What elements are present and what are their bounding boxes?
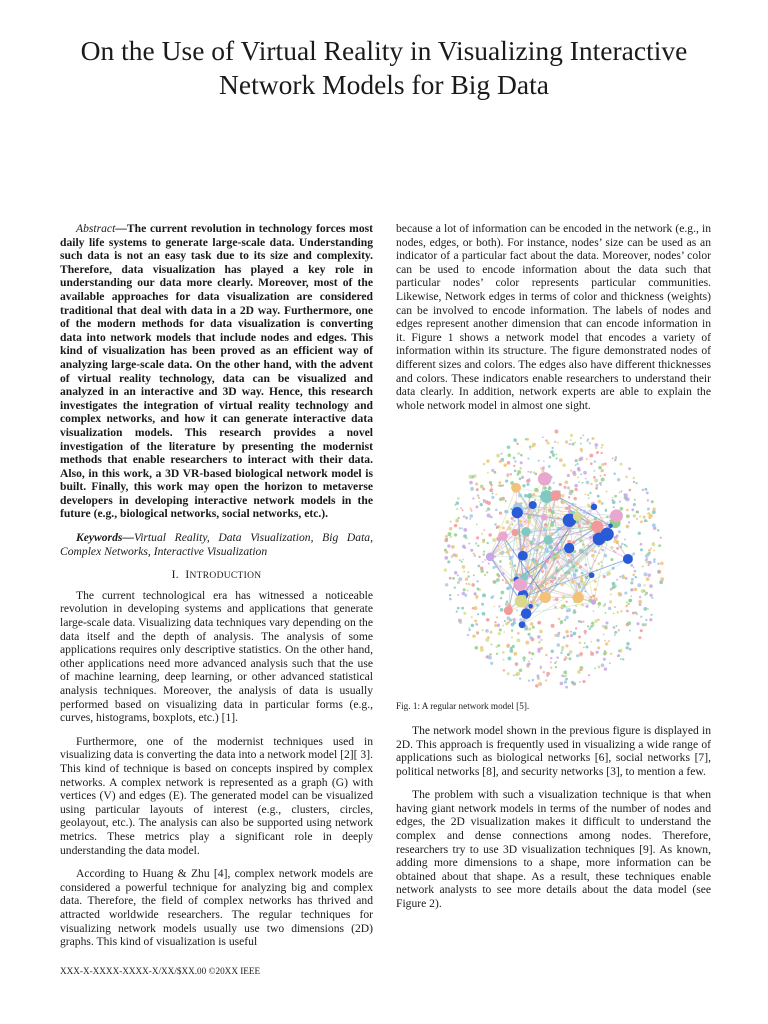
left-column — [60, 222, 373, 949]
intro-paragraph-2: Furthermore, one of the modernist techniques used in visualizing data is converting the data into a network model [2][ 3]. This kind of technique is based on concepts inspired by complex networks. A complex network is represented as a graph (G) with vertices (V) and edges (E). The generated model can be visualized using particular layouts of interest (e.g., clusters, circles, geolayout, etc.). The analysis can also be supported using network metrics. These metrics play a significant role in deeply understanding the data model. — [60, 734, 373, 857]
intro-paragraph-3: According to Huang & Zhu [4], complex network models are considered a powerful technique for analyzing big and complex data. Therefore, the field of complex networks has thrived and attracted worldwide researchers. The regular techniques for visualizing network models usually use two dimensions (2D) graphs. This kind of visualization is useful — [60, 867, 373, 949]
network-nodes — [443, 430, 663, 689]
right-column — [396, 222, 711, 911]
keywords-lead: Keywords— — [76, 531, 134, 545]
figure-1 — [396, 426, 711, 692]
copyright-footer: XXX-X-XXXX-XXXX-X/XX/$XX.00 ©20XX IEEE — [60, 966, 261, 976]
intro-paragraph-4: because a lot of information can be encoded in the network (e.g., in nodes, edges, or both). For instance, nodes’ size can be used as an indicator of a particular fact about the data. Moreover, nodes’ color can be used to encode information about the data such that particular nodes’ color represents particular communities. Likewise, Network edges in terms of color and thickness (weights) can be involved to encode information. The labels of nodes and edges represent another dimension that can encode information in it. Figure 1 shows a network model that encodes a variety of information within its structure. The figure demonstrated nodes of different sizes and colors. The edges also have different thicknesses and colors. These indicators enable researchers to understand their data clearly. In addition, network experts are able to explain the whole network model in almost one sight. — [396, 222, 711, 412]
abstract-text: —The current revolution in technology forces most daily life systems to generate large-scale data. Understanding such data is not an easy task due to its size and complexity. Therefore, data visualization has played a key role in understanding our data more clearly. Moreover, most of the available approaches for data visualization are considered traditional that deal with data in a 2D way. Furthermore, one of the modern methods for data visualization is converting data into network models that include nodes and edges. This kind of visualization has been proved as an efficient way of analyzing large-scale data. On the other hand, with the advent of virtual reality technology, data can be visualized and analyzed in an interactive and 3D way. Hence, this research investigates the integration of virtual reality technology and complex networks, and how it can generate interactive data visualization models. This research provides a novel investigation of the literature by presenting the modernist methods that enable researchers to interact with their data. Also, in this work, a 3D VR-based biological network model is built. Finally, this work may open the horizon to metaverse developers in developing interactive network models in the future (e.g., biological networks, social networks, etc.). — [60, 222, 373, 521]
intro-paragraph-1: The current technological era has witnessed a noticeable revolution in developing systems and applications that generate large-scale data. Visualizing data techniques vary depending on the data itself and the depth of analysis. The analysis of some applications requires only descriptive statistics. On the other hand, other applications need more advanced analysis such that the use of machine learning, deep learning, or other advanced statistical analysis techniques. Moreover, the analysis of data is usually performed based on visualizing data in particular forms (e.g., curves, histograms, boxplots, etc.) [1]. — [60, 588, 373, 725]
intro-paragraph-5: The network model shown in the previous figure is displayed in 2D. This approach is frequently used in visualizing a wide range of applications such as biological networks [6], social networks [7], political networks [8], and security networks [3], to mention a few. — [396, 723, 711, 778]
section-title-rest: NTRODUCTION — [189, 571, 262, 582]
section-title-first: I — [185, 568, 190, 582]
figure-1-caption: Fig. 1: A regular network model [5]. — [396, 701, 530, 712]
abstract — [60, 222, 373, 521]
intro-paragraph-6: The problem with such a visualization technique is that when having giant network models in terms of the number of nodes and edges, the 2D visualization makes it difficult to understand the complex and dense connections among nodes. Therefore, researchers try to use 3D visualization techniques [9]. As known, adding more dimensions to a shape, more information can be obtained about that shape. As a result, these techniques enable network analysts to see more details about the data model (see Figure 2). — [396, 788, 711, 911]
section-number: I. — [171, 568, 179, 582]
section-heading-introduction — [60, 568, 373, 584]
keywords-text: Virtual Reality, Data Visualization, Big Data, Complex Networks, Interactive Visualization — [60, 531, 373, 558]
paper-title: On the Use of Virtual Reality in Visualizing Interactive Network Models for Big Data — [80, 35, 688, 100]
network-graph-image — [438, 426, 670, 692]
network-edges — [490, 479, 628, 625]
keywords — [60, 531, 373, 558]
abstract-lead: Abstract — [76, 222, 116, 235]
